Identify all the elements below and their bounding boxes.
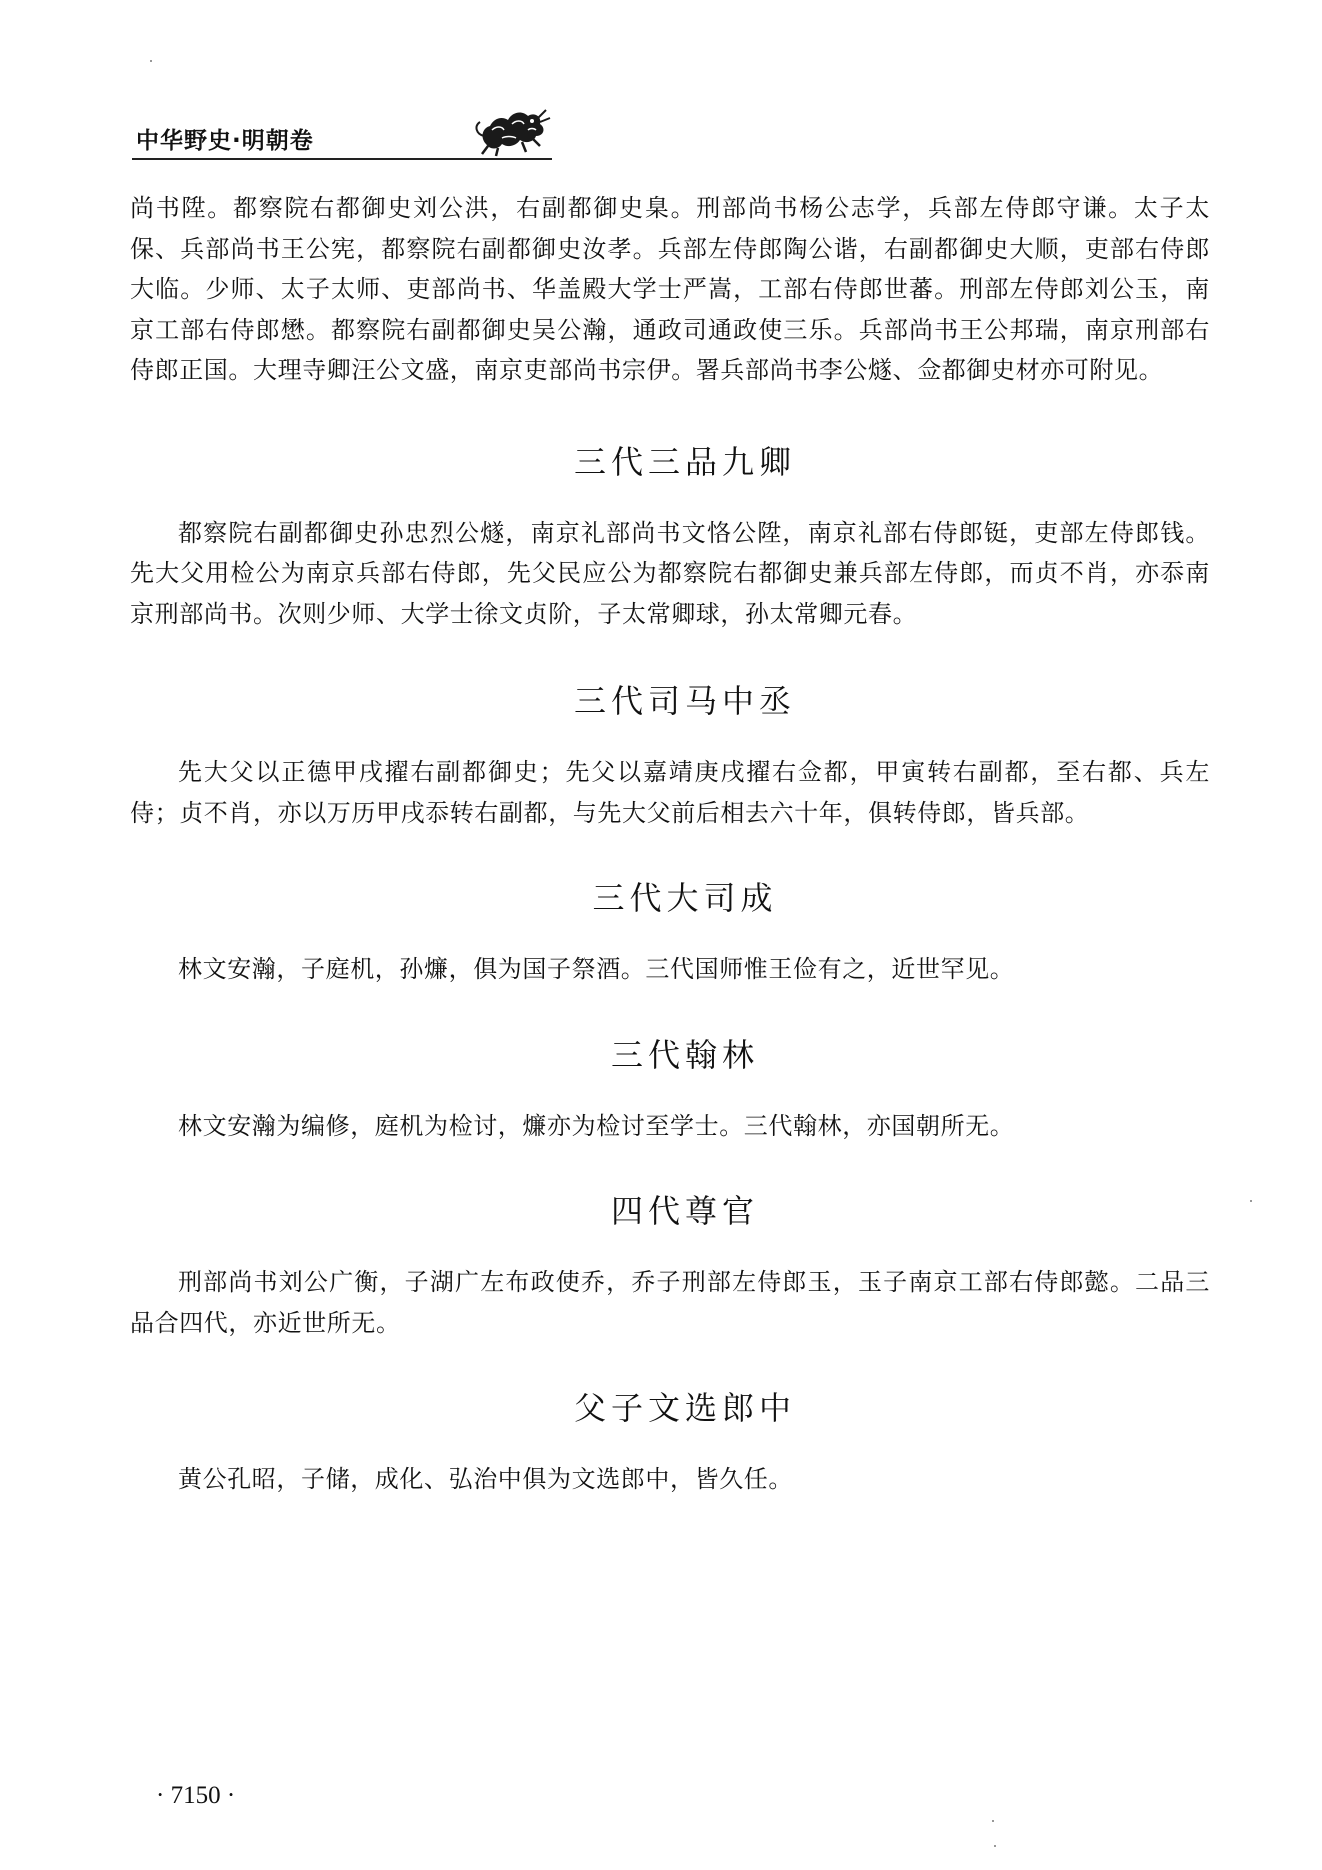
section-paragraph: 都察院右副都御史孙忠烈公燧，南京礼部尚书文恪公陞，南京礼部右侍郎铤，吏部左侍郎钱。先大父用检公为南京兵部右侍郎，先父民应公为都察院右都御史兼兵部左侍郎，而贞不肖，亦忝南京刑部尚书。次则少师、大学士徐文贞阶，子太常卿球，孙太常卿元春。	[130, 518, 1210, 628]
section-heading: 三代翰林	[610, 1035, 759, 1074]
intro-paragraph: 尚书陞。都察院右都御史刘公洪，右副都御史臬。刑部尚书杨公志学，兵部左侍郎守谦。太子太保、兵部尚书王公宪，都察院右副都御史汝孝。兵部左侍郎陶公谐，右副都御史大顺，吏部右侍郎大临。少师、太子太师、吏部尚书、华盖殿大学士严嵩，工部右侍郎世蕃。刑部左侍郎刘公玉，南京工部右侍郎懋。都察院右副都御史吴公瀚，通政司通政使三乐。兵部尚书王公邦瑞，南京刑部右侍郎正国。大理寺卿汪公文盛，南京吏部尚书宗伊。署兵部尚书李公燧、佥都御史材亦可附见。	[130, 194, 1210, 384]
header-rule	[132, 158, 552, 160]
running-header	[132, 100, 552, 160]
section-heading: 三代三品九卿	[573, 442, 796, 481]
section-heading: 父子文选郎中	[573, 1389, 796, 1427]
section-heading: 四代尊官	[610, 1192, 759, 1230]
scan-speck	[994, 1845, 996, 1847]
book-title: 中华野史·明朝卷	[136, 128, 314, 154]
page-number: · 7150 ·	[156, 1782, 236, 1809]
section-heading: 三代大司成	[592, 879, 778, 917]
section-paragraph: 林文安瀚，子庭机，孙燫，俱为国子祭酒。三代国师惟王俭有之，近世罕见。	[178, 955, 1015, 983]
scan-speck	[150, 60, 152, 62]
scan-speck	[992, 1820, 994, 1822]
page-body	[130, 188, 1210, 1500]
section-heading: 三代司马中丞	[573, 682, 796, 720]
section-paragraph: 刑部尚书刘公广衡，子湖广左布政使乔，乔子刑部左侍郎玉，玉子南京工部右侍郎懿。二品三品合四代，亦近世所无。	[130, 1268, 1210, 1337]
section-paragraph: 黄公孔昭，子储，成化、弘治中俱为文选郎中，皆久任。	[178, 1465, 793, 1493]
section-paragraph: 先大父以正德甲戌擢右副都御史；先父以嘉靖庚戌擢右佥都，甲寅转右副都，至右都、兵左侍；贞不肖，亦以万历甲戌忝转右副都，与先大父前后相去六十年，俱转侍郎，皆兵部。	[130, 758, 1210, 827]
dragon-icon	[472, 100, 552, 158]
section-paragraph: 林文安瀚为编修，庭机为检讨，燫亦为检讨至学士。三代翰林，亦国朝所无。	[178, 1111, 1015, 1140]
scan-speck	[1250, 1200, 1252, 1202]
